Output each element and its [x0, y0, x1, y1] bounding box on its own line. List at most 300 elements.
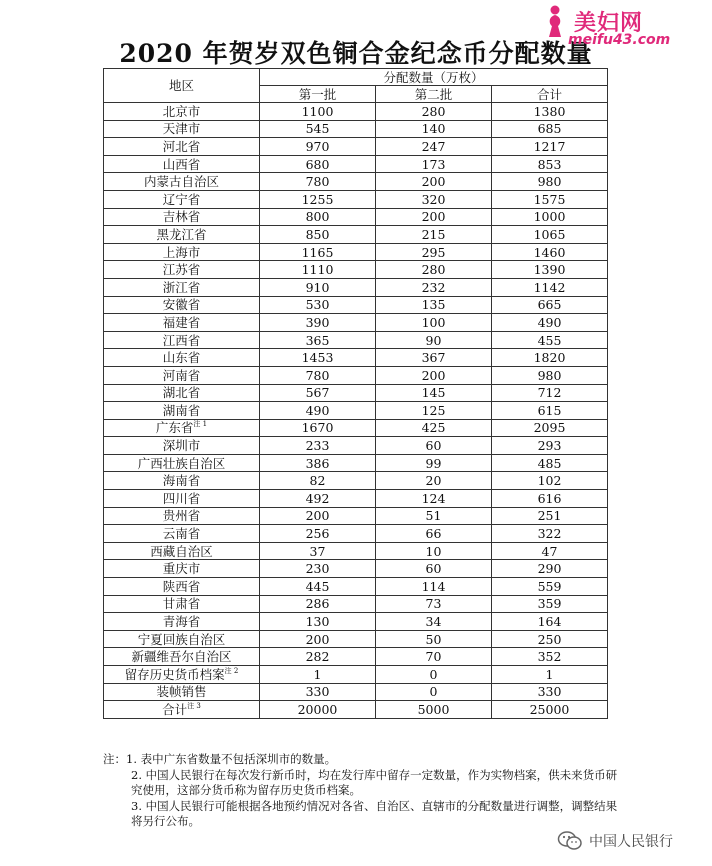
batch2-cell — [376, 138, 492, 156]
batch2-cell — [376, 384, 492, 402]
batch1-cell-text: 490 — [305, 402, 330, 418]
source-footer — [557, 830, 673, 852]
woman-silhouette-icon — [540, 4, 570, 38]
note-3: 3. 中国人民银行可能根据各地预约情况对各省、自治区、直辖市的分配数量进行调整，调整结果将另行公布。 — [131, 798, 618, 828]
batch2-cell-text: 0 — [429, 666, 438, 682]
total-cell-text: 102 — [537, 473, 562, 489]
total-cell-text: 1000 — [533, 209, 566, 225]
batch2-cell-text: 247 — [421, 138, 446, 154]
region-cell-text: 深圳市 — [162, 438, 201, 454]
batch1-cell-text: 780 — [305, 367, 330, 383]
batch1-cell-text: 286 — [305, 596, 330, 612]
table-row — [104, 454, 608, 472]
region-cell — [104, 630, 260, 648]
total-cell-text: 359 — [537, 596, 562, 612]
batch2-cell-text: 215 — [421, 226, 446, 242]
region-cell-text: 黑龙江省 — [156, 226, 207, 242]
region-cell-text: 合计 — [162, 701, 188, 717]
batch1-cell — [260, 120, 376, 138]
region-cell-text: 西藏自治区 — [150, 543, 213, 559]
batch2-cell-text: 173 — [421, 156, 446, 172]
batch2-cell-text: 135 — [421, 297, 446, 313]
region-cell-text: 甘肃省 — [162, 596, 201, 612]
batch1-cell-text: 445 — [305, 578, 330, 594]
region-cell-text: 湖南省 — [162, 402, 201, 418]
total-cell — [492, 296, 608, 314]
total-cell — [492, 648, 608, 666]
total-cell — [492, 314, 608, 332]
total-cell-text: 1065 — [533, 226, 566, 242]
total-cell-text: 293 — [537, 438, 562, 454]
quantity-group-header: 分配数量（万枚） — [260, 69, 608, 86]
region-cell-text: 宁夏回族自治区 — [137, 631, 226, 647]
batch1-cell-text: 20000 — [297, 701, 338, 717]
column-header-total: 合计 — [492, 86, 608, 103]
total-cell — [492, 419, 608, 437]
batch2-cell — [376, 155, 492, 173]
watermark-name: 美妇网 — [574, 11, 644, 36]
region-cell-text: 江西省 — [162, 332, 201, 348]
batch2-cell — [376, 296, 492, 314]
region-cell — [104, 701, 260, 719]
batch1-cell-text: 330 — [305, 684, 330, 700]
region-cell — [104, 648, 260, 666]
batch1-cell — [260, 472, 376, 490]
batch2-cell-text: 0 — [429, 684, 438, 700]
batch1-cell-text: 800 — [305, 209, 330, 225]
total-cell-text: 665 — [537, 297, 562, 313]
total-cell — [492, 578, 608, 596]
table-row — [104, 578, 608, 596]
region-cell-text: 浙江省 — [162, 279, 201, 295]
batch2-cell-text: 66 — [425, 526, 442, 542]
table-row — [104, 190, 608, 208]
batch1-cell — [260, 419, 376, 437]
batch1-cell-text: 1670 — [301, 420, 334, 436]
total-cell-text: 250 — [537, 631, 562, 647]
batch1-cell — [260, 613, 376, 631]
total-cell-text: 853 — [537, 156, 562, 172]
total-cell — [492, 120, 608, 138]
region-cell — [104, 666, 260, 684]
table-row — [104, 103, 608, 121]
batch1-cell-text: 230 — [305, 561, 330, 577]
total-cell — [492, 138, 608, 156]
table-row — [104, 261, 608, 279]
batch2-cell — [376, 507, 492, 525]
watermark-logo — [540, 4, 708, 50]
batch2-cell-text: 60 — [425, 438, 442, 454]
region-cell-text: 重庆市 — [162, 561, 201, 577]
table-row — [104, 384, 608, 402]
batch2-cell — [376, 366, 492, 384]
region-cell-text: 四川省 — [162, 490, 201, 506]
table-row — [104, 243, 608, 261]
region-cell-text: 山东省 — [162, 350, 201, 366]
batch1-cell — [260, 402, 376, 420]
total-cell-text: 251 — [537, 508, 562, 524]
batch2-cell-text: 60 — [425, 561, 442, 577]
batch2-cell-text: 200 — [421, 209, 446, 225]
batch2-cell — [376, 103, 492, 121]
total-cell-text: 25000 — [529, 701, 570, 717]
batch1-cell — [260, 630, 376, 648]
footnote-marker: 注 2 — [224, 666, 239, 675]
total-cell — [492, 525, 608, 543]
batch2-cell — [376, 208, 492, 226]
table-row — [104, 226, 608, 244]
batch1-cell — [260, 384, 376, 402]
table-row — [104, 138, 608, 156]
batch2-cell-text: 320 — [421, 191, 446, 207]
batch1-cell-text: 365 — [305, 332, 330, 348]
batch1-cell — [260, 578, 376, 596]
batch1-cell-text: 1165 — [301, 244, 334, 260]
table-row — [104, 278, 608, 296]
region-cell-text: 贵州省 — [162, 508, 201, 524]
table-row — [104, 437, 608, 455]
total-cell-text: 352 — [537, 649, 562, 665]
batch1-cell — [260, 525, 376, 543]
region-cell-text: 河南省 — [162, 367, 201, 383]
total-cell — [492, 384, 608, 402]
batch1-cell — [260, 226, 376, 244]
batch2-cell — [376, 437, 492, 455]
total-cell-text: 1575 — [533, 191, 566, 207]
region-cell — [104, 419, 260, 437]
batch2-cell-text: 70 — [425, 649, 442, 665]
batch1-cell — [260, 560, 376, 578]
region-cell — [104, 190, 260, 208]
total-cell-text: 1380 — [533, 103, 566, 119]
region-cell — [104, 384, 260, 402]
batch2-cell-text: 124 — [421, 490, 446, 506]
total-cell-text: 616 — [537, 490, 562, 506]
batch1-cell — [260, 666, 376, 684]
batch2-cell — [376, 666, 492, 684]
batch2-cell-text: 100 — [421, 314, 446, 330]
batch2-cell — [376, 578, 492, 596]
region-cell-text: 留存历史货币档案 — [124, 666, 225, 682]
total-cell — [492, 701, 608, 719]
batch1-cell-text: 850 — [305, 226, 330, 242]
total-cell-text: 164 — [537, 614, 562, 630]
batch1-cell-text: 386 — [305, 455, 330, 471]
total-cell-text: 47 — [541, 543, 558, 559]
batch1-cell — [260, 173, 376, 191]
batch2-cell-text: 425 — [421, 420, 446, 436]
batch1-cell-text: 390 — [305, 314, 330, 330]
batch1-cell-text: 530 — [305, 297, 330, 313]
batch2-cell — [376, 630, 492, 648]
total-cell-text: 559 — [537, 578, 562, 594]
total-cell-text: 1460 — [533, 244, 566, 260]
total-cell — [492, 261, 608, 279]
region-cell — [104, 490, 260, 508]
batch1-cell — [260, 683, 376, 701]
region-cell — [104, 542, 260, 560]
batch2-cell-text: 50 — [425, 631, 442, 647]
total-cell — [492, 666, 608, 684]
table-row — [104, 120, 608, 138]
batch1-cell-text: 970 — [305, 138, 330, 154]
region-cell-text: 安徽省 — [162, 297, 201, 313]
region-cell — [104, 261, 260, 279]
total-cell — [492, 490, 608, 508]
batch2-cell-text: 10 — [425, 543, 442, 559]
total-cell-text: 322 — [537, 526, 562, 542]
allocation-table — [103, 68, 608, 719]
batch2-cell-text: 99 — [425, 455, 442, 471]
batch1-cell-text: 256 — [305, 526, 330, 542]
batch2-cell-text: 73 — [425, 596, 442, 612]
batch1-cell — [260, 155, 376, 173]
notes — [103, 752, 623, 830]
total-cell — [492, 630, 608, 648]
region-cell — [104, 472, 260, 490]
page-title: 2020 年贺岁双色铜合金纪念币分配数量 — [119, 39, 593, 68]
batch1-cell — [260, 507, 376, 525]
batch1-cell-text: 910 — [305, 279, 330, 295]
region-cell — [104, 349, 260, 367]
total-cell-text: 485 — [537, 455, 562, 471]
region-cell — [104, 402, 260, 420]
batch2-cell-text: 90 — [425, 332, 442, 348]
batch2-cell-text: 34 — [425, 614, 442, 630]
region-cell — [104, 507, 260, 525]
region-cell-text: 广东省 — [155, 420, 194, 436]
batch1-cell — [260, 331, 376, 349]
total-cell-text: 712 — [537, 385, 562, 401]
batch1-cell — [260, 701, 376, 719]
batch1-cell-text: 680 — [305, 156, 330, 172]
batch2-cell — [376, 190, 492, 208]
total-cell — [492, 613, 608, 631]
batch2-cell-text: 145 — [421, 385, 446, 401]
region-cell-text: 云南省 — [162, 526, 201, 542]
batch2-cell — [376, 595, 492, 613]
batch1-cell — [260, 296, 376, 314]
batch1-cell-text: 780 — [305, 174, 330, 190]
region-cell-text: 广西壮族自治区 — [137, 455, 226, 471]
region-cell — [104, 437, 260, 455]
table-row — [104, 419, 608, 437]
total-cell — [492, 226, 608, 244]
batch2-cell — [376, 701, 492, 719]
total-cell — [492, 560, 608, 578]
batch1-cell-text: 567 — [305, 385, 330, 401]
batch2-cell-text: 232 — [421, 279, 446, 295]
total-cell — [492, 331, 608, 349]
batch2-cell-text: 200 — [421, 367, 446, 383]
region-cell — [104, 683, 260, 701]
source-name: 中国人民银行 — [589, 834, 673, 850]
table-row — [104, 630, 608, 648]
batch1-cell-text: 1 — [313, 666, 322, 682]
batch2-cell — [376, 683, 492, 701]
region-cell — [104, 578, 260, 596]
batch2-cell-text: 114 — [421, 578, 446, 594]
batch2-cell — [376, 542, 492, 560]
total-cell — [492, 349, 608, 367]
batch1-cell-text: 37 — [309, 543, 326, 559]
region-cell — [104, 278, 260, 296]
batch2-cell — [376, 349, 492, 367]
table-row — [104, 701, 608, 719]
batch2-cell-text: 295 — [421, 244, 446, 260]
total-cell-text: 1142 — [533, 279, 566, 295]
table-row — [104, 402, 608, 420]
batch1-cell-text: 1453 — [301, 350, 334, 366]
region-cell-text: 陕西省 — [162, 578, 201, 594]
region-cell-text: 新疆维吾尔自治区 — [131, 649, 232, 665]
total-cell — [492, 507, 608, 525]
table-row — [104, 314, 608, 332]
total-cell-text: 1 — [545, 666, 554, 682]
table-row — [104, 542, 608, 560]
total-cell-text: 2095 — [533, 420, 566, 436]
batch1-cell-text: 1100 — [301, 103, 334, 119]
watermark-url: meifu43.com — [568, 32, 671, 48]
region-cell-text: 吉林省 — [162, 209, 201, 225]
total-cell-text: 455 — [537, 332, 562, 348]
batch1-cell-text: 1255 — [301, 191, 334, 207]
region-cell — [104, 103, 260, 121]
region-cell — [104, 226, 260, 244]
region-cell — [104, 525, 260, 543]
total-cell — [492, 542, 608, 560]
total-cell-text: 330 — [537, 684, 562, 700]
batch1-cell — [260, 208, 376, 226]
region-cell — [104, 314, 260, 332]
region-cell — [104, 173, 260, 191]
region-cell-text: 北京市 — [162, 103, 201, 119]
batch1-cell — [260, 349, 376, 367]
total-cell-text: 490 — [537, 314, 562, 330]
total-cell-text: 980 — [537, 367, 562, 383]
batch1-cell — [260, 261, 376, 279]
batch1-cell-text: 233 — [305, 438, 330, 454]
table-row — [104, 155, 608, 173]
total-cell — [492, 437, 608, 455]
batch1-cell-text: 200 — [305, 631, 330, 647]
batch1-cell-text: 130 — [305, 614, 330, 630]
batch1-cell — [260, 454, 376, 472]
batch1-cell — [260, 490, 376, 508]
table-row — [104, 472, 608, 490]
batch1-cell — [260, 243, 376, 261]
total-cell-text: 1217 — [533, 138, 566, 154]
total-cell — [492, 243, 608, 261]
total-cell — [492, 472, 608, 490]
region-cell — [104, 138, 260, 156]
batch2-cell — [376, 648, 492, 666]
region-cell — [104, 243, 260, 261]
table-row — [104, 349, 608, 367]
batch2-cell — [376, 613, 492, 631]
region-cell-text: 海南省 — [162, 473, 201, 489]
table-row — [104, 595, 608, 613]
batch1-cell — [260, 595, 376, 613]
batch1-cell — [260, 542, 376, 560]
total-cell-text: 980 — [537, 174, 562, 190]
batch2-cell — [376, 472, 492, 490]
total-cell-text: 685 — [537, 121, 562, 137]
table-row — [104, 208, 608, 226]
batch2-cell-text: 280 — [421, 103, 446, 119]
region-header: 地区 — [104, 69, 260, 103]
total-cell — [492, 402, 608, 420]
batch2-cell-text: 200 — [421, 174, 446, 190]
column-header-batch1: 第一批 — [260, 86, 376, 103]
total-cell-text: 615 — [537, 402, 562, 418]
total-cell — [492, 366, 608, 384]
batch2-cell — [376, 560, 492, 578]
batch2-cell — [376, 490, 492, 508]
region-cell — [104, 120, 260, 138]
batch2-cell — [376, 278, 492, 296]
batch2-cell-text: 51 — [425, 508, 442, 524]
region-cell-text: 青海省 — [162, 614, 201, 630]
batch1-cell-text: 492 — [305, 490, 330, 506]
batch2-cell-text: 140 — [421, 121, 446, 137]
total-cell — [492, 208, 608, 226]
table-row — [104, 666, 608, 684]
region-cell-text: 天津市 — [162, 121, 201, 137]
total-cell-text: 1390 — [533, 262, 566, 278]
batch2-cell-text: 20 — [425, 473, 442, 489]
batch1-cell — [260, 366, 376, 384]
region-cell-text: 内蒙古自治区 — [143, 174, 219, 190]
batch1-cell-text: 200 — [305, 508, 330, 524]
batch2-cell — [376, 120, 492, 138]
total-cell — [492, 595, 608, 613]
table-row — [104, 683, 608, 701]
table-row — [104, 490, 608, 508]
region-cell — [104, 613, 260, 631]
total-cell — [492, 190, 608, 208]
note-2: 2. 中国人民银行在每次发行新币时，均在发行库中留存一定数量，作为实物档案，供未来货币研究使用，这部分货币称为留存历史货币档案。 — [131, 767, 618, 797]
region-cell-text: 福建省 — [162, 314, 201, 330]
total-cell — [492, 155, 608, 173]
total-cell — [492, 278, 608, 296]
table-row — [104, 366, 608, 384]
batch1-cell — [260, 103, 376, 121]
batch2-cell — [376, 419, 492, 437]
region-cell — [104, 331, 260, 349]
batch2-cell — [376, 331, 492, 349]
region-cell-text: 上海市 — [162, 244, 201, 260]
table-row — [104, 525, 608, 543]
total-cell — [492, 103, 608, 121]
region-cell — [104, 155, 260, 173]
batch1-cell-text: 82 — [309, 473, 326, 489]
batch2-cell — [376, 402, 492, 420]
batch2-cell-text: 280 — [421, 262, 446, 278]
region-cell — [104, 208, 260, 226]
region-cell-text: 辽宁省 — [162, 191, 201, 207]
table-row — [104, 648, 608, 666]
wechat-icon — [557, 830, 583, 852]
batch1-cell — [260, 190, 376, 208]
batch1-cell — [260, 278, 376, 296]
region-cell-text: 江苏省 — [162, 262, 201, 278]
total-cell-text: 290 — [537, 561, 562, 577]
batch2-cell — [376, 226, 492, 244]
column-header-batch2: 第二批 — [376, 86, 492, 103]
batch2-cell — [376, 261, 492, 279]
region-cell-text: 湖北省 — [162, 385, 201, 401]
